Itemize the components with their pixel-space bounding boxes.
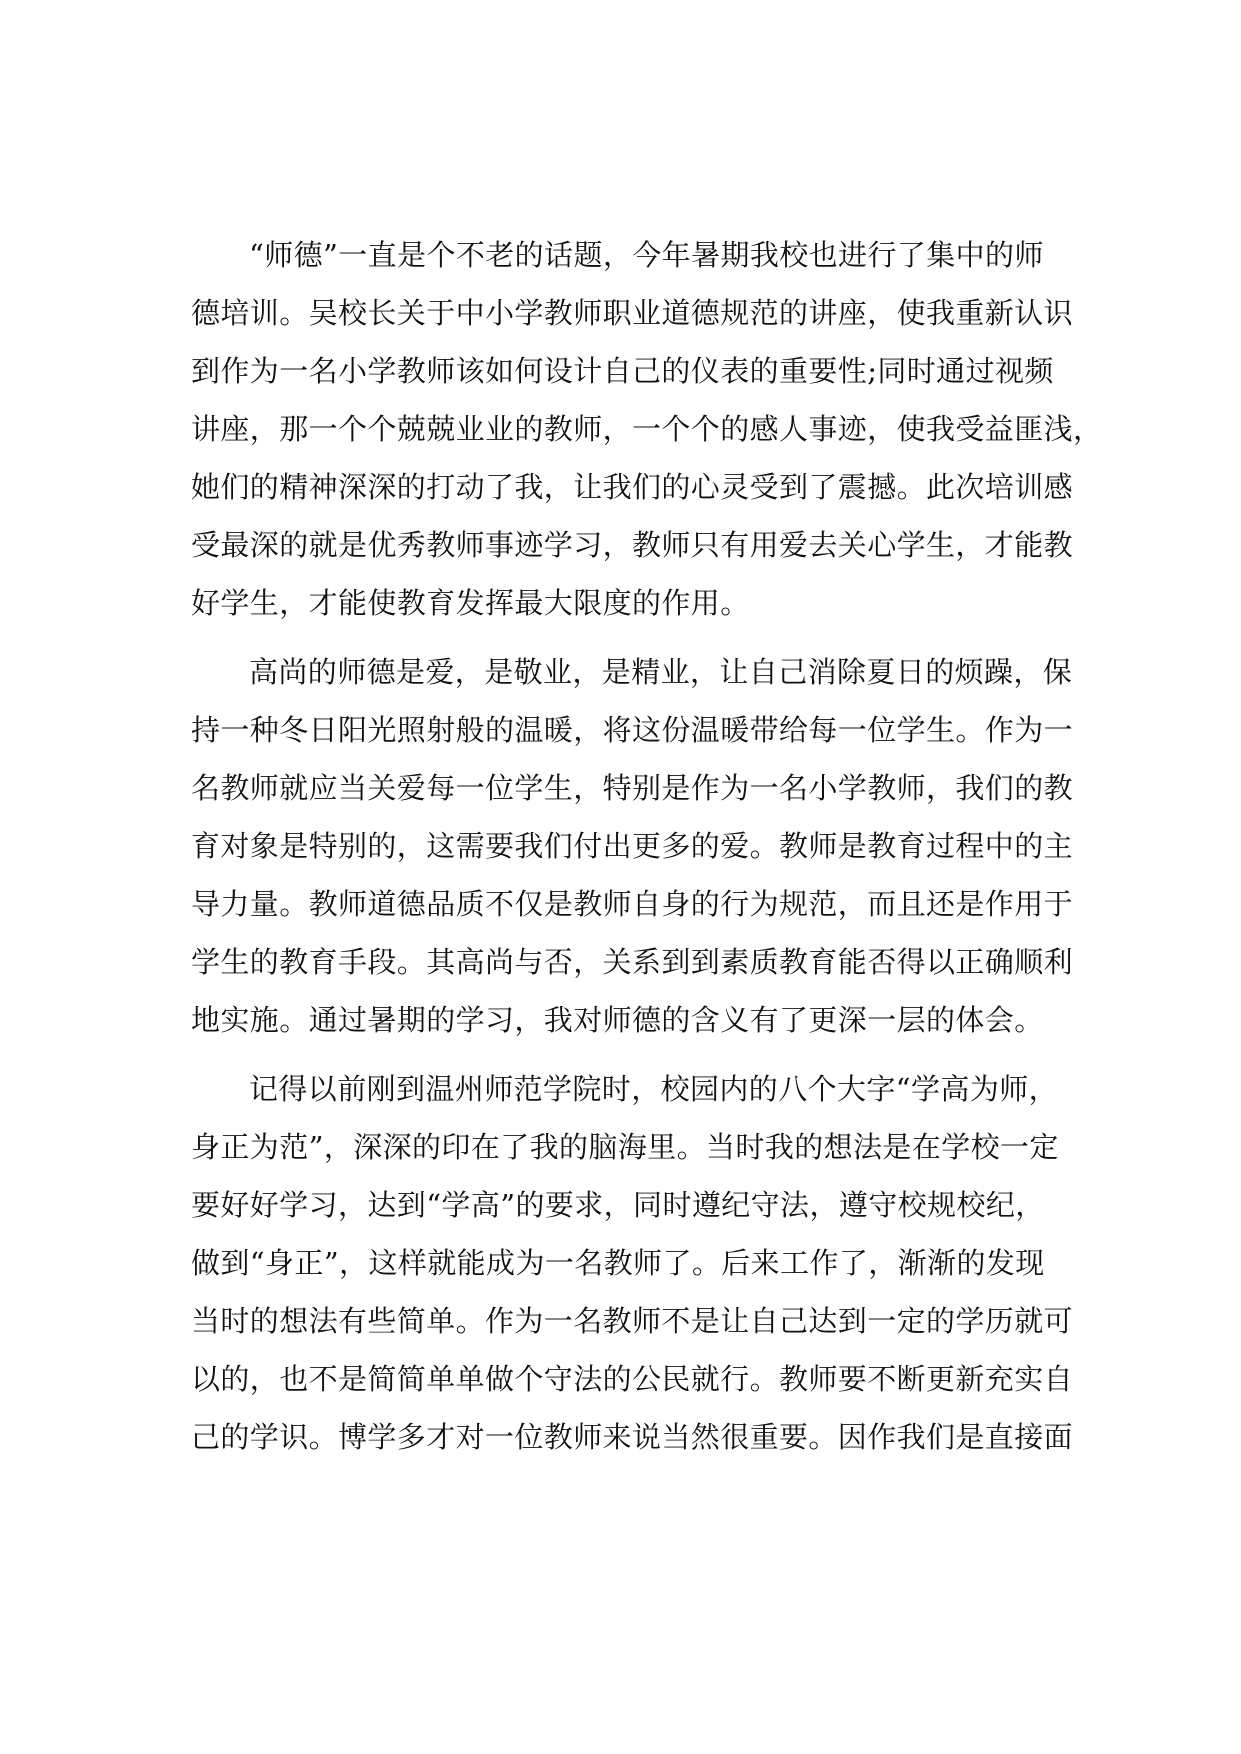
text-line: 己的学识。博学多才对一位教师来说当然很重要。因作我们是直接面 bbox=[191, 1420, 1074, 1454]
text-line: 学生的教育手段。其高尚与否，关系到到素质教育能否得以正确顺利 bbox=[191, 945, 1074, 979]
text-line: “师德”一直是个不老的话题，今年暑期我校也进行了集中的师 bbox=[249, 238, 1044, 272]
text-line: 育对象是特别的，这需要我们付出更多的爱。教师是教育过程中的主 bbox=[191, 829, 1074, 863]
text-line: 高尚的师德是爱，是敬业，是精业，让自己消除夏日的烦躁，保 bbox=[249, 655, 1073, 689]
text-line: 名教师就应当关爱每一位学生，特别是作为一名小学教师，我们的教 bbox=[191, 771, 1074, 805]
text-line: 德培训。吴校长关于中小学教师职业道德规范的讲座，使我重新认识 bbox=[191, 296, 1074, 330]
text-line: 以的，也不是简简单单做个守法的公民就行。教师要不断更新充实自 bbox=[191, 1362, 1074, 1396]
text-line: 当时的想法有些简单。作为一名教师不是让自己达到一定的学历就可 bbox=[191, 1304, 1074, 1338]
text-line: 地实施。通过暑期的学习，我对师德的含义有了更深一层的体会。 bbox=[191, 1003, 1044, 1037]
text-line: 要好好学习，达到“学高”的要求，同时遵纪守法，遵守校规校纪， bbox=[191, 1188, 1045, 1222]
text-line: 记得以前刚到温州师范学院时，校园内的八个大字“学高为师， bbox=[249, 1072, 1059, 1106]
text-line: 到作为一名小学教师该如何设计自己的仪表的重要性;同时通过视频 bbox=[191, 354, 1054, 388]
body-text bbox=[191, 226, 1103, 1466]
paragraph-2 bbox=[191, 643, 1074, 1049]
text-line: 导力量。教师道德品质不仅是教师自身的行为规范，而且还是作用于 bbox=[191, 887, 1074, 921]
text-line: 讲座，那一个个兢兢业业的教师，一个个的感人事迹，使我受益匪浅， bbox=[191, 412, 1103, 446]
text-line: 受最深的就是优秀教师事迹学习，教师只有用爱去关心学生，才能教 bbox=[191, 528, 1074, 562]
paragraph-1 bbox=[191, 226, 1103, 632]
paragraph-spacer bbox=[191, 1049, 1061, 1060]
paragraph-spacer bbox=[191, 632, 1061, 643]
text-line: 她们的精神深深的打动了我，让我们的心灵受到了震撼。此次培训感 bbox=[191, 470, 1074, 504]
text-line: 好学生，才能使教育发挥最大限度的作用。 bbox=[191, 586, 750, 620]
text-line: 身正为范”，深深的印在了我的脑海里。当时我的想法是在学校一定 bbox=[191, 1130, 1059, 1164]
text-line: 持一种冬日阳光照射般的温暖，将这份温暖带给每一位学生。作为一 bbox=[191, 713, 1074, 747]
text-line: 做到“身正”，这样就能成为一名教师了。后来工作了，渐渐的发现 bbox=[191, 1246, 1045, 1280]
paragraph-3 bbox=[191, 1060, 1074, 1466]
